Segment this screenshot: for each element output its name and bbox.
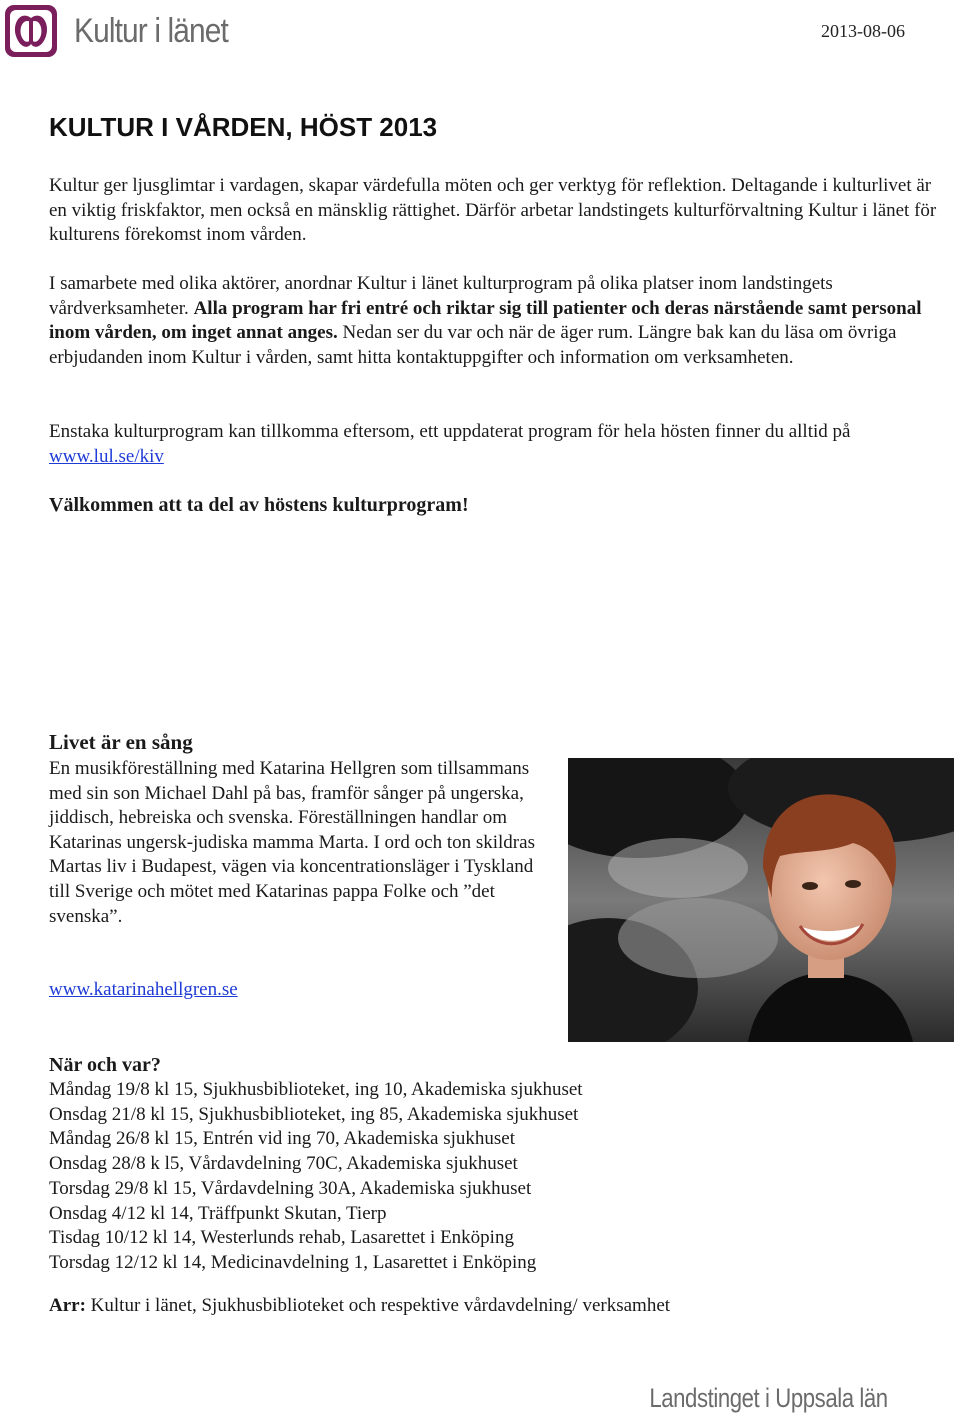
schedule-list [49,1078,583,1276]
logo-text: Kultur i länet [74,11,228,50]
event-description: En musikföreställning med Katarina Hellgren som tillsammans med sin son Michael Dahl på bas, framför sånger på ungerska, jiddisch, hebreiska och svenska. Föreställningen handlar om Katarinas ungersk-judiska mamma Marta. I ord och ton skildras Martas liv i Budapest, vägen via koncentrationsläger i Tyskland till Sverige och mötet med Katarinas pappa Folke och ”det svenska”. [49,758,535,927]
intro-paragraph-2-rest: Nedan ser du var och när de äger rum. Längre bak kan du läsa om övriga erbjudanden inom Kultur i vården, samt hitta kontaktuppgifter och information om verksamheten. [49,322,897,368]
header-logo [2,2,249,60]
event-website-link[interactable]: www.katarinahellgren.se [49,979,238,1000]
intro-paragraph-2-text: I samarbete med olika aktörer, anordnar Kultur i länet kulturprogram på olika platser inom landstingets vårdverksamheter. [49,273,833,319]
kultur-logo-icon [2,2,60,60]
intro-paragraph-3 [49,420,939,469]
schedule-item: Torsdag 12/12 kl 14, Medicinavdelning 1, Lasarettet i Enköping [49,1251,537,1273]
kiv-link[interactable]: www.lul.se/kiv [49,445,164,467]
schedule-item: Onsdag 28/8 k l5, Vårdavdelning 70C, Akademiska sjukhuset [49,1153,518,1175]
document-date: 2013-08-06 [821,21,905,41]
schedule-item: Tisdag 10/12 kl 14, Westerlunds rehab, Lasarettet i Enköping [49,1227,514,1249]
schedule-heading: När och var? [49,1054,161,1076]
schedule-item: Torsdag 29/8 kl 15, Vårdavdelning 30A, Akademiska sjukhuset [49,1177,532,1199]
organizer-text: Kultur i länet, Sjukhusbiblioteket och respektive vårdavdelning/ verksamhet [85,1295,671,1316]
intro-paragraph-2-bold: Alla program har fri entré och riktar sig till patienter och deras närstående samt personal inom vården, om inget annat anges. [49,297,922,344]
performer-photo [568,758,954,1042]
schedule-item: Måndag 26/8 kl 15, Entrén vid ing 70, Akademiska sjukhuset [49,1128,515,1150]
organizer-label: Arr: [49,1295,86,1316]
schedule-item: Onsdag 21/8 kl 15, Sjukhusbiblioteket, ing 85, Akademiska sjukhuset [49,1103,579,1125]
schedule-item: Måndag 19/8 kl 15, Sjukhusbiblioteket, ing 10, Akademiska sjukhuset [49,1079,583,1100]
intro-paragraph-2 [49,272,939,370]
page-title: KULTUR I VÅRDEN, HÖST 2013 [49,112,438,142]
intro-paragraph-1: Kultur ger ljusglimtar i vardagen, skapar värdefulla möten och ger verktyg för reflektion. Deltagande i kulturlivet är en viktig friskfaktor, men också en mänsklig rättighet. Därför arbetar landstingets kulturförvaltning Kultur i länet för kulturens förekomst inom vården. [49,175,937,246]
footer-logo: Landstinget i Uppsala län [649,1383,888,1413]
welcome-text: Välkommen att ta del av höstens kulturprogram! [49,494,469,516]
schedule-item: Onsdag 4/12 kl 14, Träffpunkt Skutan, Tierp [49,1202,387,1224]
event-title: Livet är en sång [49,730,193,754]
organizer-line [49,1295,670,1317]
intro-paragraph-3-text: Enstaka kulturprogram kan tillkomma eftersom, ett uppdaterat program för hela hösten finner du alltid på [49,421,851,442]
